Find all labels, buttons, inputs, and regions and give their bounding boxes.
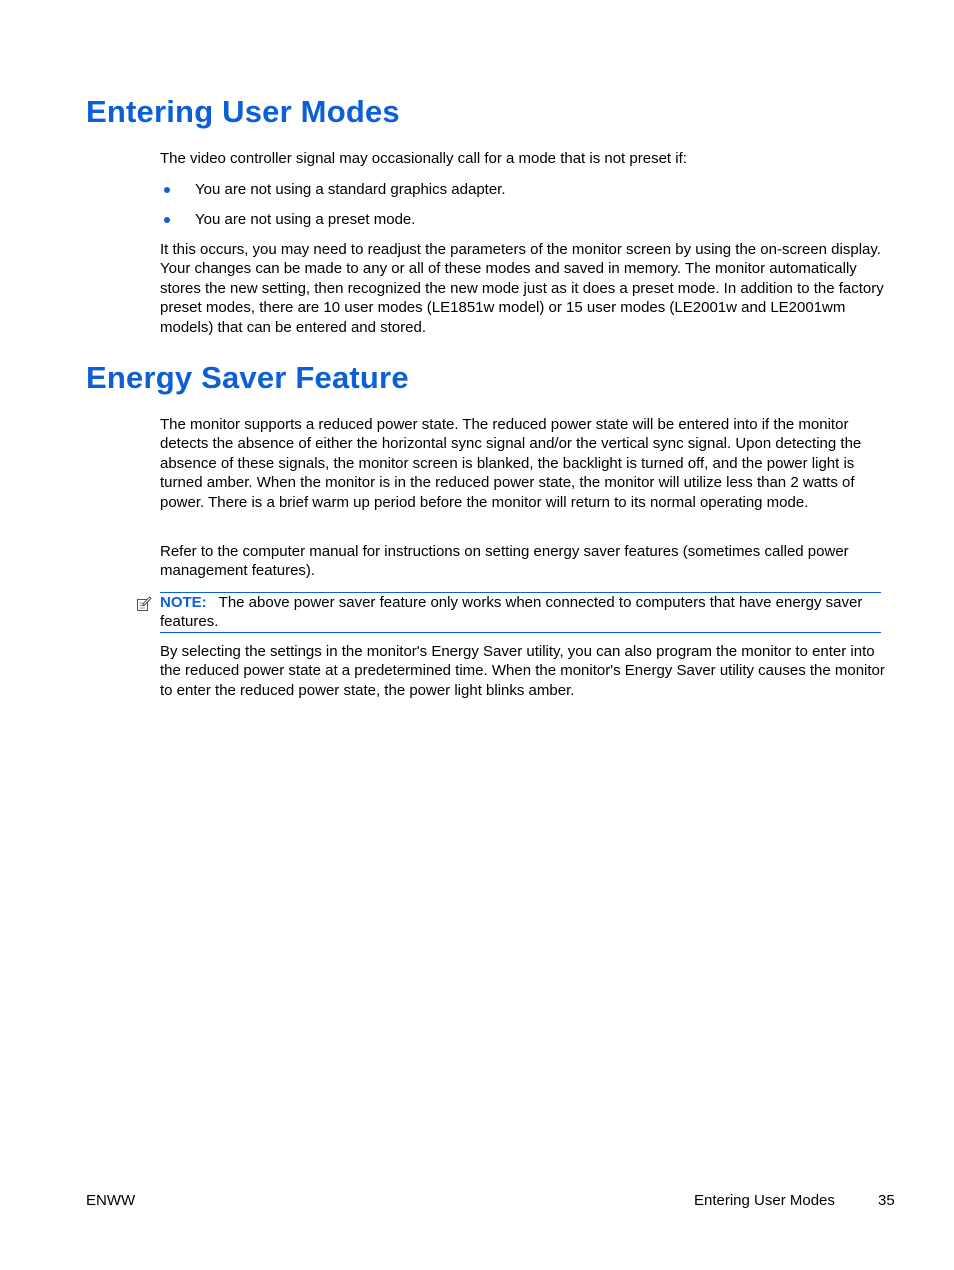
list-item-text: You are not using a preset mode. [195,211,416,228]
footer-section-title: Entering User Modes [694,1192,835,1209]
footer-left-label: ENWW [86,1192,136,1209]
computer-manual-paragraph: Refer to the computer manual for instructions on setting energy saver features (sometimes called power management features). [160,543,849,580]
intro-paragraph: The video controller signal may occasionally call for a mode that is not preset if: [160,150,687,167]
bullet-icon [164,217,170,223]
energy-saver-utility-paragraph: By selecting the settings in the monitor's Energy Saver utility, you can also program the monitor to enter into the reduced power state at a predetermined time. When the monitor's Energy Saver utility causes the monitor to enter the reduced power state, the power light blinks amber. [160,643,885,699]
heading-entering-user-modes: Entering User Modes [86,94,400,129]
heading-energy-saver-feature: Energy Saver Feature [86,360,409,395]
note-text: The above power saver feature only works when connected to computers that have energy saver features. [160,594,863,631]
note-box [160,592,881,633]
power-state-paragraph: The monitor supports a reduced power state. The reduced power state will be entered into if the monitor detects the absence of either the horizontal sync signal and/or the vertical sync signal. Upon detecting the absence of these signals, the monitor screen is blanked, the backlight is turned off, and the power light is turned amber. When the monitor is in the reduced power state, the monitor will utilize less than 2 watts of power. There is a brief warm up period before the monitor will return to its normal operating mode. [160,416,862,511]
user-modes-paragraph: It this occurs, you may need to readjust the parameters of the monitor screen by using the on-screen display. Your changes can be made to any or all of these modes and saved in memory. The monitor automatically stores the new setting, then recognized the new mode just as it does a preset mode. In addition to the factory preset modes, there are 10 user modes (LE1851w model) or 15 user modes (LE2001w and LE2001wm models) that can be entered and stored. [160,241,884,336]
note-pencil-icon [136,596,152,612]
footer-page-number: 35 [878,1192,895,1209]
note-content [160,593,881,632]
bullet-icon [164,187,170,193]
note-label: NOTE: [160,594,207,611]
list-item-text: You are not using a standard graphics adapter. [195,181,506,198]
